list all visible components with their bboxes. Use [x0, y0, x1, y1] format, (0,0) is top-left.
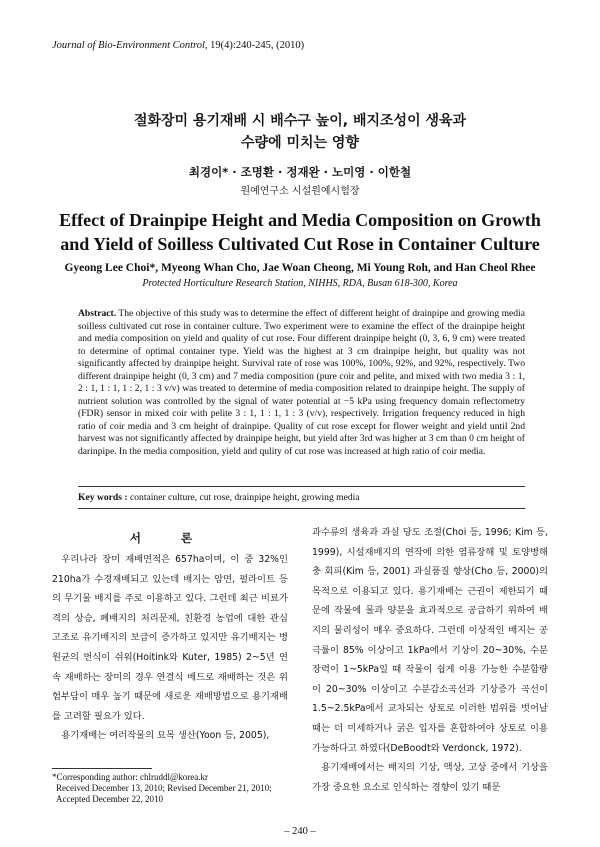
abstract-label: Abstract. — [78, 308, 117, 319]
english-authors: Gyeong Lee Choi*, Myeong Whan Cho, Jae Woan Cheong, Mi Young Roh, and Han Cheol Rhee — [64, 262, 536, 274]
journal-citation — [52, 40, 304, 51]
keywords — [78, 492, 360, 503]
left-paragraph-2: 용기재배는 여러작물의 묘목 생산(Yoon 등, 2005), — [61, 730, 270, 742]
footnote — [52, 772, 292, 805]
korean-authors: 최경이* · 조명환 · 정재완 · 노미영 · 이한철 — [188, 165, 412, 179]
section-heading-introduction: 서 론 — [129, 531, 211, 545]
footnote-accepted: Accepted December 22, 2010 — [56, 794, 163, 804]
right-column — [312, 523, 548, 797]
abstract-text: The objective of this study was to determine the effect of different height of drainpipe and growing media soilless cultivated cut rose in container culture. Two experiment were to examine the effect of the drainpipe height and media composition on yield and quality of cut rose. Four different drainpipe height (0, 3, 6, 9 cm) were treated to determine of optimal container type. Yield was the highest at 3 cm drainpipe height, but quality was not significantly affected by drainpipe height. Survival rate of rose was 100%, 100%, 92%, and 92%, respectively. Two different drainpipe height (0, 3 cm) and 7 media composition (pure coir and pelite, and mixed with two media 3 : 1, 2 : 1, 1 : 1, 1 : 2, 1 : 3 v/v) was treated to determine of media composition related to drainpipe height. The supply of nutrient solution was controlled by the signal of water potential at −5 kPa using frequency domain reflectometry (FDR) sensor in mixed coir with pelite 3 : 1, 1 : 1, 1 : 3 (v/v), respectively. Irrigation frequency reduced in high ratio of coir media and 3 cm height of drainpipe. Quality of cut rose except for flower weight and yield until 2nd harvest was not significantly affected by drainpipe height, but yield after 3rd was higher at 3 cm than 0 cm height of darinpipe. In the media composition, yield and qulity of cut rose was increased at high ratio of coir media. — [78, 308, 526, 457]
keywords-bottom-rule — [78, 508, 525, 509]
keywords-top-rule — [78, 486, 525, 487]
footnote-rule — [52, 768, 152, 769]
left-paragraph-1: 우리나라 장미 재배면적은 657ha이며, 이 중 32%인 210ha가 수경재배되고 있는데 배지는 암면, 펄라이트 등의 무기물 배지를 주로 이용하고 있다. 그런데 최근 비료가격의 상승, 폐배지의 처리문제, 친환경 농업에 대한 관심 고조로 유기배지의 보급이 증가하고 있지만 유기배지는 병원균의 번식이 쉬워(Hoitink와 Kuter, 1985) 2~5년 연속 재배하는 장미의 경우 연결식 베드로 재배하는 것은 위험부담이 매우 높기 때문에 새로운 재배방법으로 용기재배를 고려할 필요가 있다. — [52, 554, 288, 722]
english-title-line2: and Yield of Soilless Cultivated Cut Rose in Container Culture — [60, 234, 540, 254]
korean-title-line2: 수량에 미치는 영향 — [241, 135, 359, 151]
journal-ref: 19(4):240-245, (2010) — [210, 40, 305, 51]
korean-affiliation: 원예연구소 시설원예시험장 — [240, 186, 360, 197]
keywords-label: Key words : — [78, 492, 128, 503]
right-paragraph-1: 과수류의 생육과 과실 당도 조절(Choi 등, 1996; Kim 등, 1999), 시설재배지의 연작에 의한 염류장해 및 토양병해충 회피(Kim 등, 2001) 과실품질 향상(Cho 등, 2000)의 목적으로 이용되고 있다. 용기재배는 근권이 제한되기 때문에 작물에 물과 양분을 효과적으로 공급하기 위하여 배지의 물리성이 매우 중요하다. 그런데 이상적인 배지는 공극률이 85% 이상이고 1kPa에서 기상이 20~30%, 수분장력이 1~5kPa일 때 작물이 쉽게 이용 가능한 수분함량이 20~30% 이상이고 수분감소곡선과 기상증가 곡선이 1.5~2.5kPa에서 교차되는 상토로 이러한 범위를 벗어날 때는 더 미세하거나 굵은 입자를 혼합하여야 상토로 이용가능하다고 하였다(DeBoodt와 Verdonck, 1972). — [312, 527, 548, 754]
keywords-text: container culture, cut rose, drainpipe height, growing media — [129, 492, 360, 503]
footnote-received: Received December 13, 2010; Revised December 21, 2010; — [56, 783, 272, 793]
page-number: – 240 – — [284, 826, 316, 837]
korean-title-line1: 절화장미 용기재배 시 배수구 높이, 배지조성이 생육과 — [133, 113, 467, 129]
english-title-line1: Effect of Drainpipe Height and Media Composition on Growth — [59, 210, 541, 230]
abstract — [78, 308, 525, 458]
footnote-corresponding: *Corresponding author: chlruddl@korea.kr — [52, 772, 209, 782]
english-affiliation: Protected Horticulture Research Station, NIHHS, RDA, Busan 618-300, Korea — [142, 278, 458, 289]
right-paragraph-2: 용기재배에서는 배지의 기상, 액상, 고상 중에서 기상을 가장 중요한 요소로 인식하는 경향이 있기 때문 — [312, 762, 548, 793]
left-column — [52, 550, 288, 746]
journal-name: Journal of Bio-Environment Control, — [52, 40, 208, 51]
